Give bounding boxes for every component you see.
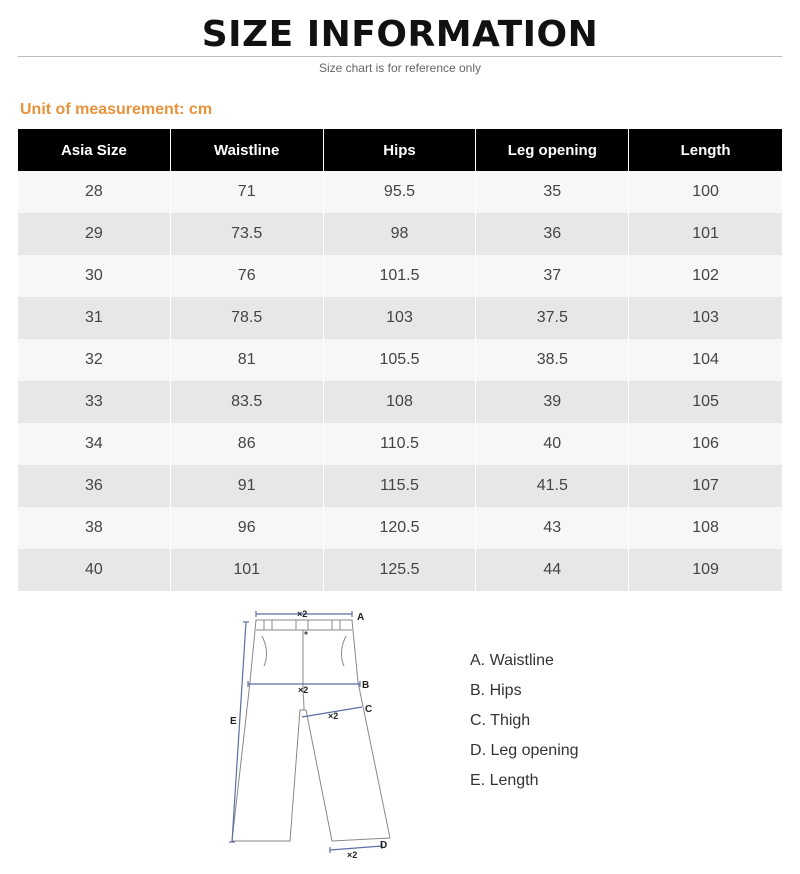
- table-cell: 83.5: [171, 381, 324, 423]
- table-cell: 41.5: [476, 465, 629, 507]
- table-cell: 32: [18, 339, 171, 381]
- page-subtitle: Size chart is for reference only: [318, 61, 482, 75]
- table-row: [18, 213, 782, 255]
- table-cell: 36: [18, 465, 171, 507]
- size-table: [18, 129, 782, 591]
- table-cell: 115.5: [324, 465, 477, 507]
- table-cell: 100: [629, 171, 782, 213]
- legend-item-hips: [470, 681, 579, 711]
- hips-multiplier: ×2: [298, 685, 309, 695]
- legend-letter: A .: [470, 652, 490, 669]
- thigh-multiplier: ×2: [328, 711, 339, 721]
- leg-opening-multiplier: ×2: [347, 850, 358, 860]
- legend-item-waistline: [470, 651, 579, 681]
- table-cell: 71: [171, 171, 324, 213]
- pants-measurement-diagram: [220, 600, 400, 870]
- column-header-leg-opening: Leg opening: [476, 129, 629, 171]
- table-cell: 39: [476, 381, 629, 423]
- table-cell: 125.5: [324, 549, 477, 591]
- table-cell: 96: [171, 507, 324, 549]
- label-e: E: [230, 716, 237, 727]
- legend-text: Leg opening: [490, 742, 579, 759]
- label-c: C: [365, 704, 373, 715]
- table-cell: 105: [629, 381, 782, 423]
- table-cell: 110.5: [324, 423, 477, 465]
- table-cell: 102: [629, 255, 782, 297]
- pants-outline: [232, 620, 390, 841]
- unit-of-measurement: Unit of measurement: cm: [20, 101, 213, 118]
- table-cell: 37.5: [476, 297, 629, 339]
- page-title: SIZE INFORMATION: [201, 14, 599, 55]
- legend-letter: C .: [470, 712, 490, 729]
- table-cell: 78.5: [171, 297, 324, 339]
- table-cell: 28: [18, 171, 171, 213]
- label-a: A: [357, 612, 365, 623]
- table-cell: 105.5: [324, 339, 477, 381]
- table-cell: 95.5: [324, 171, 477, 213]
- legend-item-length: [470, 771, 579, 801]
- table-cell: 29: [18, 213, 171, 255]
- table-cell: 76: [171, 255, 324, 297]
- table-cell: 81: [171, 339, 324, 381]
- table-row: [18, 171, 782, 213]
- table-row: [18, 507, 782, 549]
- table-cell: 103: [324, 297, 477, 339]
- table-row: [18, 255, 782, 297]
- table-cell: 44: [476, 549, 629, 591]
- table-cell: 101.5: [324, 255, 477, 297]
- label-b: B: [362, 680, 370, 691]
- legend-text: Waistline: [489, 652, 554, 669]
- table-cell: 101: [629, 213, 782, 255]
- table-cell: 30: [18, 255, 171, 297]
- table-cell: 37: [476, 255, 629, 297]
- title-divider: [18, 56, 782, 57]
- table-cell: 40: [476, 423, 629, 465]
- legend-text: Length: [489, 772, 539, 789]
- table-cell: 31: [18, 297, 171, 339]
- table-row: [18, 339, 782, 381]
- table-cell: 86: [171, 423, 324, 465]
- table-header-row: [18, 129, 782, 171]
- table-cell: 104: [629, 339, 782, 381]
- table-cell: 73.5: [171, 213, 324, 255]
- table-cell: 36: [476, 213, 629, 255]
- table-row: [18, 549, 782, 591]
- table-cell: 120.5: [324, 507, 477, 549]
- legend-text: Hips: [489, 682, 522, 699]
- column-header-waistline: Waistline: [171, 129, 324, 171]
- table-cell: 38: [18, 507, 171, 549]
- table-cell: 43: [476, 507, 629, 549]
- table-row: [18, 423, 782, 465]
- table-row: [18, 297, 782, 339]
- table-cell: 109: [629, 549, 782, 591]
- legend-letter: E .: [470, 772, 490, 789]
- legend-letter: D .: [470, 742, 490, 759]
- legend-letter: B .: [470, 682, 490, 699]
- table-cell: 34: [18, 423, 171, 465]
- table-cell: 35: [476, 171, 629, 213]
- column-header-hips: Hips: [324, 129, 477, 171]
- table-cell: 108: [629, 507, 782, 549]
- table-cell: 103: [629, 297, 782, 339]
- waistline-multiplier: ×2: [297, 609, 308, 619]
- table-cell: 101: [171, 549, 324, 591]
- measurement-legend: [470, 651, 579, 801]
- label-d: D: [380, 840, 388, 851]
- column-header-asia-size: Asia Size: [18, 129, 171, 171]
- legend-item-leg-opening: [470, 741, 579, 771]
- table-row: [18, 465, 782, 507]
- legend-text: Thigh: [490, 712, 531, 729]
- column-header-length: Length: [629, 129, 782, 171]
- table-cell: 40: [18, 549, 171, 591]
- table-cell: 38.5: [476, 339, 629, 381]
- table-cell: 106: [629, 423, 782, 465]
- button-icon: [304, 631, 307, 634]
- table-cell: 33: [18, 381, 171, 423]
- measurement-lines: [229, 611, 382, 853]
- legend-item-thigh: [470, 711, 579, 741]
- table-cell: 91: [171, 465, 324, 507]
- table-cell: 108: [324, 381, 477, 423]
- table-cell: 107: [629, 465, 782, 507]
- table-cell: 98: [324, 213, 477, 255]
- table-row: [18, 381, 782, 423]
